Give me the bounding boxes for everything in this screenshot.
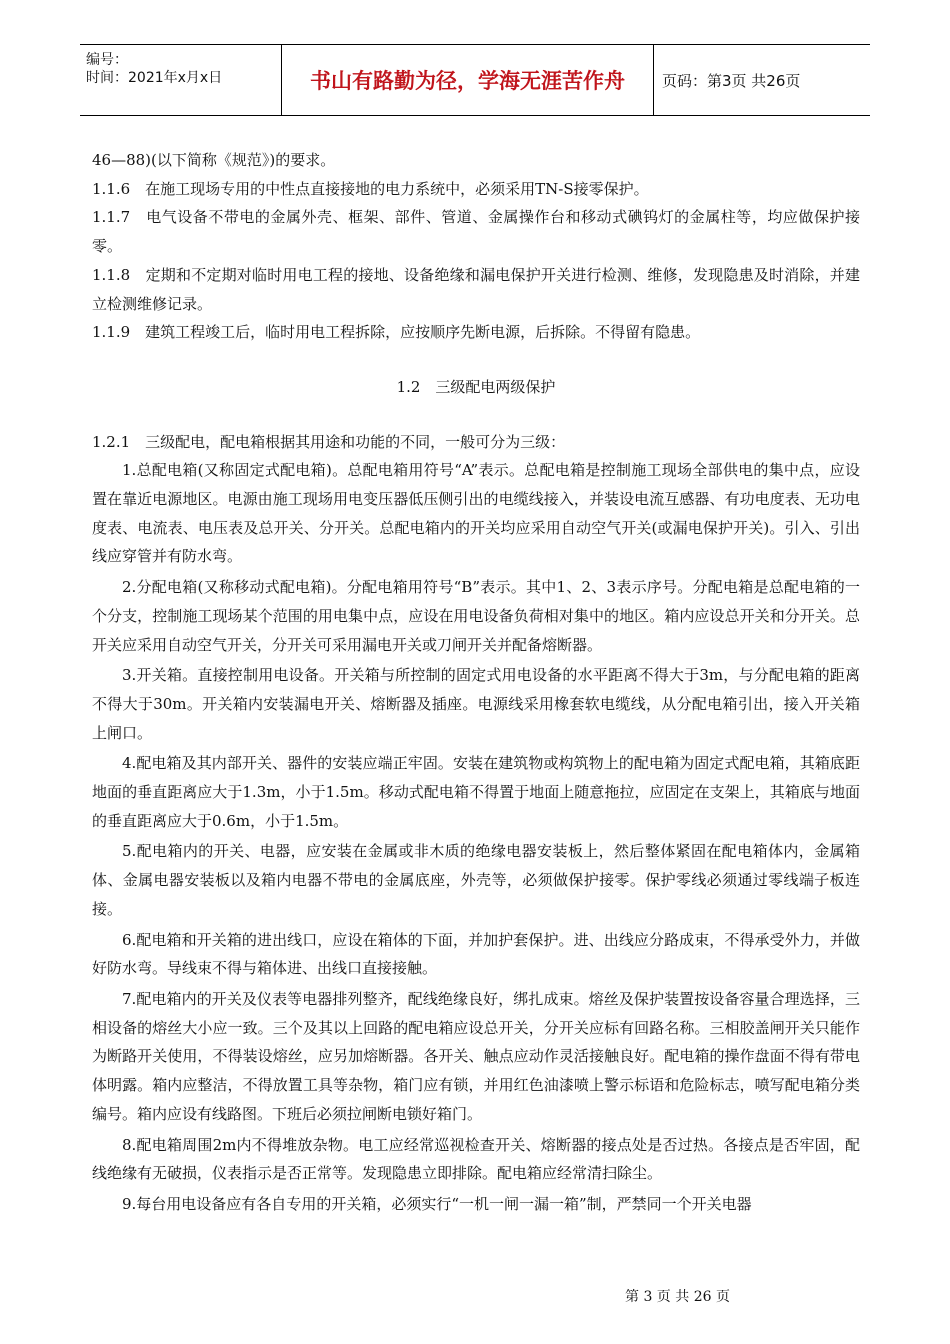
paragraph: 1.1.6 在施工现场专用的中性点直接接地的电力系统中，必须采用TN-S接零保护。 [92, 179, 649, 198]
header-page-info: 页码：第3页 共26页 [662, 71, 801, 90]
paragraph: 46—88)(以下简称《规范》)的要求。 [92, 151, 336, 169]
document-number-label: 编号： [86, 52, 128, 68]
page-header [80, 44, 870, 116]
paragraph: 1.1.7 电气设备不带电的金属外壳、框架、部件、管道、金属操作台和移动式碘钨灯的金属柱等，均应做保护接零。 [92, 208, 860, 256]
header-motto: 书山有路勤为径，学海无涯苦作舟 [282, 45, 654, 115]
list-item: 6.配电箱和开关箱的进出线口，应设在箱体的下面，并加护套保护。进、出线应分路成束，不得承受外力，并做好防水弯。导线束不得与箱体进、出线口直接接触。 [92, 930, 860, 978]
paragraph: 1.1.8 定期和不定期对临时用电工程的接地、设备绝缘和漏电保护开关进行检测、维修，发现隐患及时消除，并建立检测维修记录。 [92, 265, 860, 313]
list-item: 9.每台用电设备应有各自专用的开关箱，必须实行“一机一闸一漏一箱”制，严禁同一个开关电器 [122, 1194, 752, 1213]
list-item: 5.配电箱内的开关、电器，应安装在金属或非木质的绝缘电器安装板上，然后整体紧固在配电箱体内，金属箱体、金属电器安装板以及箱内电器不带电的金属底座，外壳等，必须做保护接零。保护零线必须通过零线端子板连接。 [92, 842, 860, 918]
list-item: 2.分配电箱(又称移动式配电箱)。分配电箱用符号“B”表示。其中1、2、3表示序号。分配电箱是总配电箱的一个分支，控制施工现场某个范围的用电集中点，应设在用电设备负荷相对集中的地区。箱内应设总开关和分开关。总开关应采用自动空气开关，分开关可采用漏电开关或刀闸开关并配备熔断器。 [92, 578, 860, 654]
footer-page-number: 第 3 页 共 26 页 [625, 1289, 730, 1305]
paragraph: 1.1.9 建筑工程竣工后，临时用电工程拆除，应按顺序先断电源，后拆除。不得留有隐患。 [92, 323, 701, 342]
list-item: 4.配电箱及其内部开关、器件的安装应端正牢固。安装在建筑物或构筑物上的配电箱为固定式配电箱，其箱底距地面的垂直距离应大于1.3m，小于1.5m。移动式配电箱不得置于地面上随意拖拉，应固定在支架上，其箱底与地面的垂直距离应大于0.6m，小于1.5m。 [92, 754, 860, 830]
intro-paragraph: 1.2.1 三级配电，配电箱根据其用途和功能的不同，一般可分为三级： [92, 432, 566, 451]
list-item: 1.总配电箱(又称固定式配电箱)。总配电箱用符号“A”表示。总配电箱是控制施工现场全部供电的集中点，应设置在靠近电源地区。电源由施工现场用电变压器低压侧引出的电缆线接入，并装设电流互感器、有功电度表、无功电度表、电流表、电压表及总开关、分开关。总配电箱内的开关均应采用自动空气开关(或漏电保护开关)。引入、引出线应穿管并有防水弯。 [92, 461, 860, 566]
list-item: 8.配电箱周围2m内不得堆放杂物。电工应经常巡视检查开关、熔断器的接点处是否过热。各接点是否牢固，配线绝缘有无破损，仪表指示是否正常等。发现隐患立即排除。配电箱应经常清扫除尘。 [92, 1135, 860, 1183]
section-heading: 1.2 三级配电两级保护 [396, 377, 556, 396]
list-item: 7.配电箱内的开关及仪表等电器排列整齐，配线绝缘良好，绑扎成束。熔丝及保护装置按设备容量合理选择，三相设备的熔丝大小应一致。三个及其以上回路的配电箱应设总开关，分开关应标有回路名称。三相胶盖闸开关只能作为断路开关使用，不得装设熔丝，应另加熔断器。各开关、触点应动作灵活接触良好。配电箱的操作盘面不得有带电体明露。箱内应整洁，不得放置工具等杂物，箱门应有锁，并用红色油漆喷上警示标语和危险标志，喷写配电箱分类编号。箱内应设有线路图。下班后必须拉闸断电锁好箱门。 [92, 989, 860, 1123]
header-meta [80, 45, 282, 115]
list-item: 3.开关箱。直接控制用电设备。开关箱与所控制的固定式用电设备的水平距离不得大于3m，与分配电箱的距离不得大于30m。开关箱内安装漏电开关、熔断器及插座。电源线采用橡套软电缆线，从分配电箱引出，接入开关箱上闸口。 [92, 666, 860, 742]
document-body [92, 146, 860, 1219]
document-time-label: 时间：2021年x月x日 [86, 70, 223, 86]
